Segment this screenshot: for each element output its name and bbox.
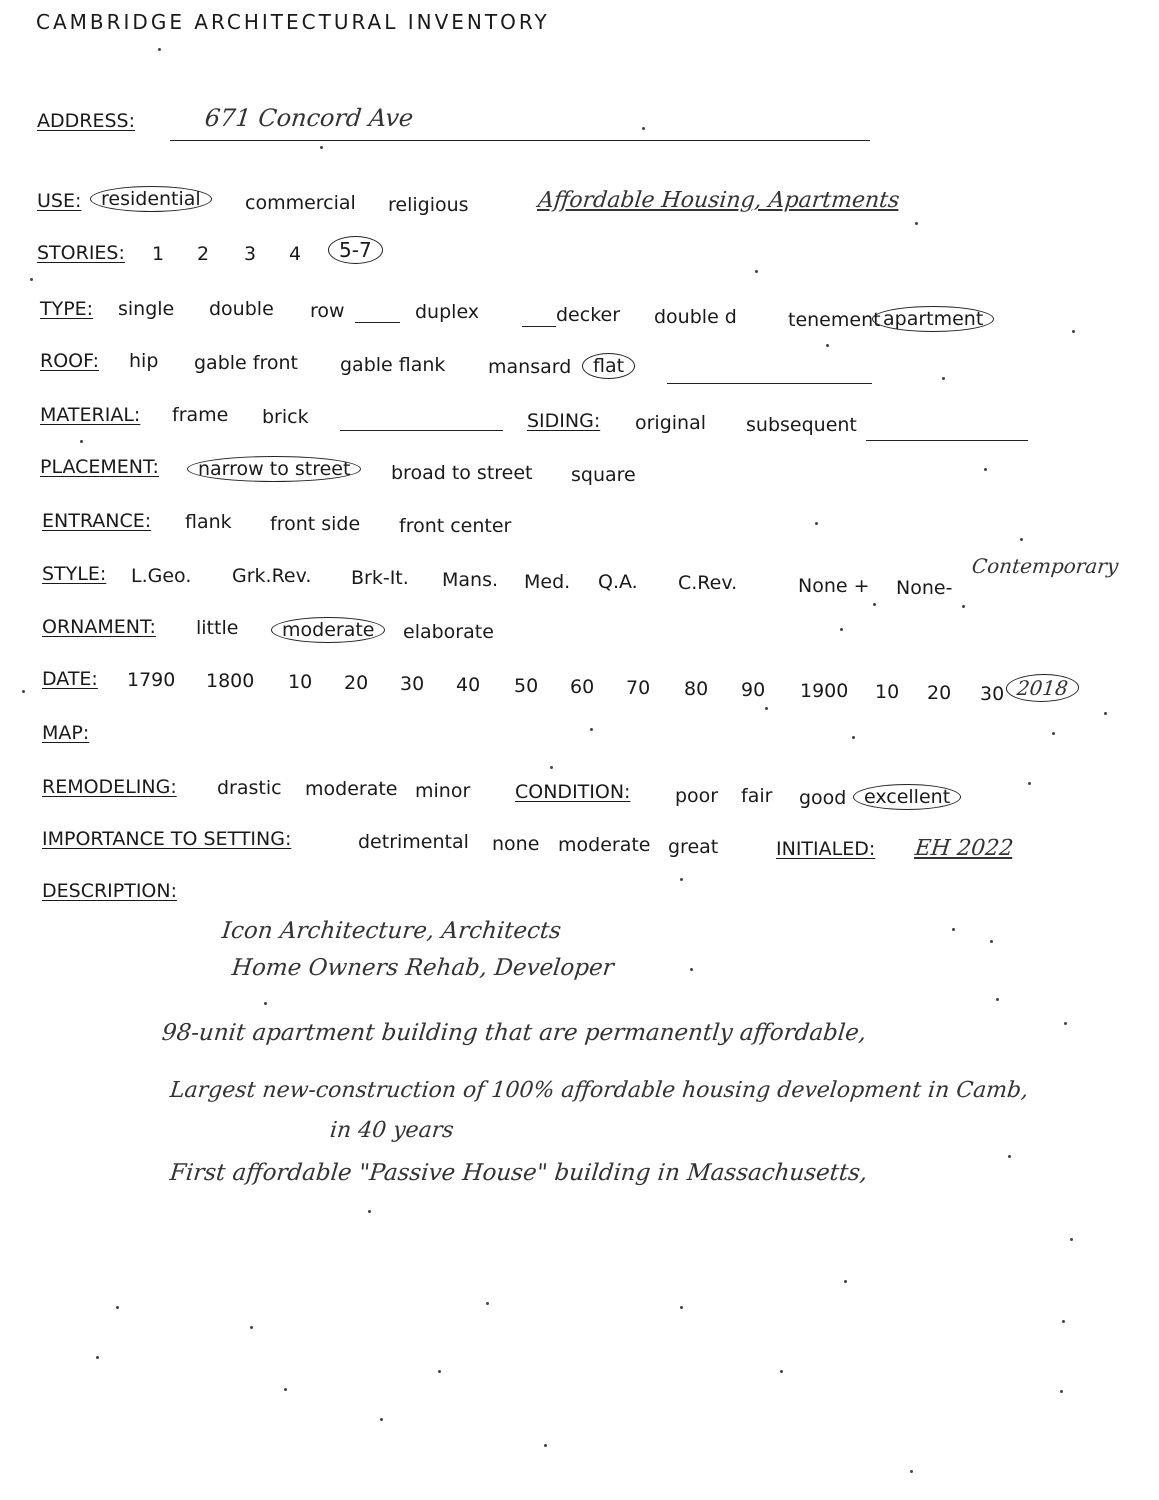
use-option-religious[interactable]: religious — [388, 194, 469, 216]
date-option-1790[interactable]: 1790 — [127, 669, 176, 691]
date-value[interactable]: 2018 — [1005, 674, 1081, 702]
date-option-1900[interactable]: 1900 — [800, 680, 849, 702]
type-option-tenement[interactable]: tenement — [788, 309, 881, 331]
stories-option-1[interactable]: 1 — [152, 243, 165, 265]
initialed-label: INITIALED: — [776, 838, 876, 860]
siding-option-subsequent[interactable]: subsequent — [746, 414, 857, 436]
importance-option-great[interactable]: great — [668, 836, 719, 858]
date-label: DATE: — [42, 668, 98, 690]
date-option-40[interactable]: 40 — [456, 674, 481, 696]
remodeling-option-moderate[interactable]: moderate — [305, 778, 398, 800]
remodeling-label: REMODELING: — [42, 776, 177, 798]
condition-option-good[interactable]: good — [799, 787, 847, 809]
date-option-1930[interactable]: 30 — [980, 683, 1005, 705]
stories-option-3[interactable]: 3 — [244, 243, 257, 265]
siding-option-original[interactable]: original — [635, 412, 707, 434]
ornament-option-little[interactable]: little — [196, 617, 239, 639]
description-line-1: Icon Architecture, Architects — [220, 918, 563, 944]
style-note[interactable]: Contemporary — [970, 554, 1120, 578]
importance-label: IMPORTANCE TO SETTING: — [42, 828, 292, 850]
type-option-decker[interactable]: decker — [556, 304, 621, 326]
style-option-qa[interactable]: Q.A. — [598, 571, 638, 593]
style-option-grkrev[interactable]: Grk.Rev. — [232, 565, 312, 587]
roof-option-hip[interactable]: hip — [129, 350, 159, 372]
description-line-3: 98-unit apartment building that are permanently affordable, — [160, 1020, 868, 1046]
date-option-1920[interactable]: 20 — [927, 682, 952, 704]
type-option-duplex[interactable]: duplex — [415, 301, 480, 323]
material-option-frame[interactable]: frame — [172, 404, 229, 426]
placement-option-square[interactable]: square — [571, 464, 636, 486]
stories-option-2[interactable]: 2 — [197, 243, 210, 265]
importance-option-detrimental[interactable]: detrimental — [358, 831, 469, 853]
style-option-none-minus[interactable]: None- — [896, 577, 953, 599]
material-label: MATERIAL: — [40, 404, 141, 426]
roof-other-blank[interactable] — [667, 383, 872, 384]
date-option-1910[interactable]: 10 — [875, 681, 900, 703]
type-option-row[interactable]: row — [310, 300, 345, 322]
type-option-apartment[interactable]: apartment — [872, 306, 994, 332]
use-option-residential[interactable]: residential — [90, 186, 212, 212]
type-option-double[interactable]: double — [209, 298, 274, 320]
importance-option-none[interactable]: none — [492, 833, 540, 855]
type-row-blank[interactable] — [355, 322, 400, 323]
date-option-80[interactable]: 80 — [684, 678, 709, 700]
type-option-double-d[interactable]: double d — [654, 306, 737, 328]
style-option-mans[interactable]: Mans. — [442, 569, 499, 591]
material-option-brick[interactable]: brick — [262, 406, 309, 428]
date-option-20[interactable]: 20 — [344, 672, 369, 694]
ornament-label: ORNAMENT: — [42, 616, 156, 638]
date-option-70[interactable]: 70 — [626, 677, 651, 699]
style-label: STYLE: — [42, 563, 107, 585]
date-option-90[interactable]: 90 — [741, 679, 766, 701]
use-label: USE: — [37, 190, 82, 212]
roof-option-flat[interactable]: flat — [582, 353, 635, 379]
date-option-10[interactable]: 10 — [288, 671, 313, 693]
description-line-6: First affordable "Passive House" building in Massachusetts, — [168, 1160, 869, 1186]
date-option-30[interactable]: 30 — [400, 673, 425, 695]
material-other-blank[interactable] — [340, 430, 503, 431]
importance-option-moderate[interactable]: moderate — [558, 834, 651, 856]
stories-option-5-7[interactable]: 5-7 — [328, 236, 383, 264]
siding-label: SIDING: — [527, 410, 601, 432]
address-line — [170, 140, 870, 141]
entrance-option-front-side[interactable]: front side — [270, 513, 361, 535]
condition-option-fair[interactable]: fair — [741, 785, 773, 807]
description-line-5: in 40 years — [328, 1118, 455, 1143]
type-label: TYPE: — [40, 298, 94, 320]
ornament-option-moderate[interactable]: moderate — [271, 617, 385, 643]
address-label: ADDRESS: — [37, 110, 135, 132]
description-line-2: Home Owners Rehab, Developer — [230, 955, 616, 981]
remodeling-option-drastic[interactable]: drastic — [217, 777, 282, 799]
roof-label: ROOF: — [40, 350, 99, 372]
address-value[interactable]: 671 Concord Ave — [203, 104, 415, 132]
ornament-option-elaborate[interactable]: elaborate — [403, 621, 494, 643]
placement-option-narrow[interactable]: narrow to street — [187, 456, 361, 482]
stories-label: STORIES: — [37, 242, 125, 264]
date-option-50[interactable]: 50 — [514, 675, 539, 697]
style-option-crev[interactable]: C.Rev. — [678, 572, 738, 594]
description-line-4: Largest new-construction of 100% affordable housing development in Camb, — [168, 1078, 1030, 1103]
map-label: MAP: — [42, 722, 90, 744]
type-decker-blank[interactable] — [522, 326, 556, 327]
entrance-option-front-center[interactable]: front center — [399, 515, 512, 537]
condition-option-poor[interactable]: poor — [675, 785, 719, 807]
date-option-60[interactable]: 60 — [570, 676, 595, 698]
roof-option-mansard[interactable]: mansard — [488, 356, 572, 378]
style-option-brkit[interactable]: Brk-It. — [351, 567, 409, 589]
date-option-1800[interactable]: 1800 — [206, 670, 255, 692]
style-option-none-plus[interactable]: None + — [798, 575, 870, 597]
use-option-commercial[interactable]: commercial — [245, 192, 356, 214]
siding-other-blank[interactable] — [866, 440, 1028, 441]
type-option-single[interactable]: single — [118, 298, 175, 320]
condition-option-excellent[interactable]: excellent — [853, 784, 961, 810]
entrance-label: ENTRANCE: — [42, 510, 152, 532]
roof-option-gable-front[interactable]: gable front — [194, 352, 298, 374]
placement-option-broad[interactable]: broad to street — [391, 462, 533, 484]
style-option-med[interactable]: Med. — [524, 571, 571, 593]
use-note[interactable]: Affordable Housing, Apartments — [536, 188, 901, 213]
stories-option-4[interactable]: 4 — [289, 243, 302, 265]
form-title: CAMBRIDGE ARCHITECTURAL INVENTORY — [36, 10, 550, 34]
roof-option-gable-flank[interactable]: gable flank — [340, 354, 446, 376]
condition-label: CONDITION: — [515, 781, 631, 803]
entrance-option-flank[interactable]: flank — [185, 511, 232, 533]
placement-label: PLACEMENT: — [40, 456, 159, 478]
initialed-value[interactable]: EH 2022 — [913, 836, 1015, 861]
remodeling-option-minor[interactable]: minor — [415, 780, 471, 802]
description-label: DESCRIPTION: — [42, 880, 178, 902]
style-option-lgeo[interactable]: L.Geo. — [131, 565, 192, 587]
